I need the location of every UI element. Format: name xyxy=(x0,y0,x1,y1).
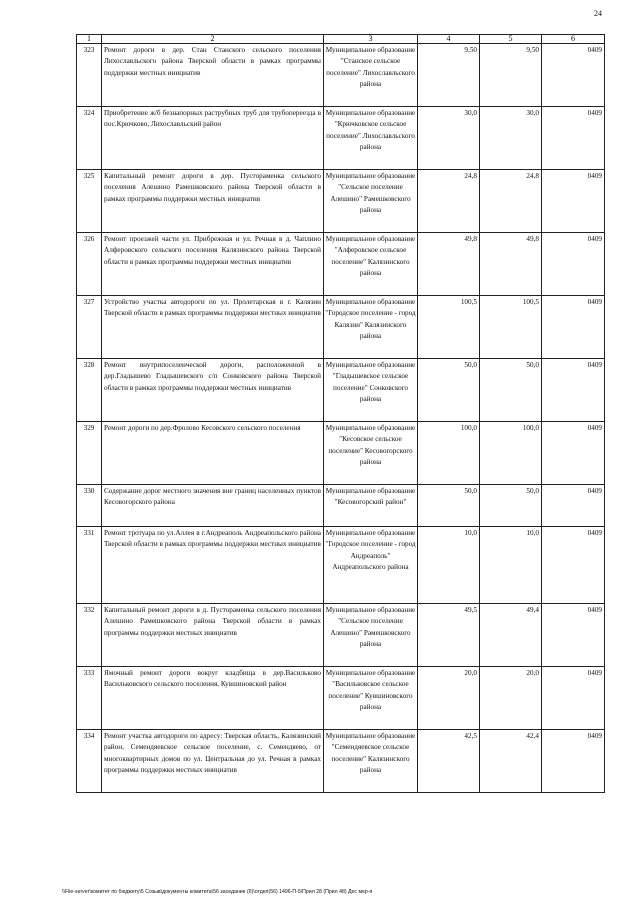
row-amount-1: 24,8 xyxy=(418,170,480,233)
row-number: 330 xyxy=(77,485,102,527)
row-recipient: Муниципальное образование "Алферовское сельское поселение" Калязинского района xyxy=(324,233,418,296)
row-number: 334 xyxy=(77,730,102,793)
row-name: Капитальный ремонт дороги в д. Пустораменка сельского поселения Алешино Рамешковского района Тверской области в рамках программы поддержки местных инициатив xyxy=(102,604,324,667)
allocation-table xyxy=(76,34,605,793)
row-amount-2: 20,0 xyxy=(480,667,542,730)
row-amount-2: 10,0 xyxy=(480,527,542,604)
row-number: 329 xyxy=(77,422,102,485)
row-budget-code: 0409 xyxy=(542,107,605,170)
col-header-3: 3 xyxy=(324,35,418,44)
table-row xyxy=(77,422,605,485)
col-header-4: 4 xyxy=(418,35,480,44)
row-recipient: Муниципальное образование "Васильковское сельское поселение" Кувшиновского района xyxy=(324,667,418,730)
row-name: Ремонт проезжей части ул. Прибрежная и ул. Речная в д. Чаплино Алферовского сельского поселения Калязинского района Тверской области в рамках программы поддержки местных инициатив xyxy=(102,233,324,296)
row-amount-1: 10,0 xyxy=(418,527,480,604)
row-budget-code: 0409 xyxy=(542,485,605,527)
row-number: 333 xyxy=(77,667,102,730)
row-recipient: Муниципальное образование "Гладышевское сельское поселение" Сонковского района xyxy=(324,359,418,422)
row-name: Ремонт внутрипоселенческой дороги, расположенной в дер.Гладышево Гладышевского с/п Сонковского района Тверской области в рамках программы поддержки местных инициатив xyxy=(102,359,324,422)
row-amount-1: 9,50 xyxy=(418,44,480,107)
row-name: Ремонт дороги в дер. Стан Станского сельского поселения Лихославльского района Тверской области в рамках программы поддержки местных инициатив xyxy=(102,44,324,107)
table-row xyxy=(77,359,605,422)
row-budget-code: 0409 xyxy=(542,233,605,296)
row-number: 332 xyxy=(77,604,102,667)
row-recipient: Муниципальное образование "Сельское поселение Алешино" Рамешковского района xyxy=(324,170,418,233)
table-row xyxy=(77,44,605,107)
row-number: 327 xyxy=(77,296,102,359)
row-amount-2: 100,0 xyxy=(480,422,542,485)
row-amount-1: 42,5 xyxy=(418,730,480,793)
page-number: 24 xyxy=(594,9,602,18)
col-header-1: 1 xyxy=(77,35,102,44)
row-recipient: Муниципальное образование "Крючковское сельское поселение" Лихославльского района xyxy=(324,107,418,170)
row-budget-code: 0409 xyxy=(542,44,605,107)
row-amount-1: 30,0 xyxy=(418,107,480,170)
row-recipient: Муниципальное образование "Кесовогорский район" xyxy=(324,485,418,527)
row-amount-1: 49,8 xyxy=(418,233,480,296)
row-budget-code: 0409 xyxy=(542,296,605,359)
row-amount-2: 9,50 xyxy=(480,44,542,107)
row-amount-1: 100,0 xyxy=(418,422,480,485)
row-budget-code: 0409 xyxy=(542,667,605,730)
row-recipient: Муниципальное образование "Сельское поселение Алешино" Рамешковского района xyxy=(324,604,418,667)
row-recipient: Муниципальное образование "Семендяевское сельское поселение" Калязинского района xyxy=(324,730,418,793)
row-budget-code: 0409 xyxy=(542,527,605,604)
row-recipient: Муниципальное образование "Городское поселение - город Андреаполь" Андреапольского района xyxy=(324,527,418,604)
row-name: Устройство участка автодороги по ул. Пролетарская в г. Калязин Тверской области в рамках программы поддержки местных инициатив xyxy=(102,296,324,359)
row-name: Капитальный ремонт дороги в дер. Пустораменка сельского поселения Алешино Рамешковского района Тверской области в рамках программы поддержки местных инициатив xyxy=(102,170,324,233)
row-budget-code: 0409 xyxy=(542,422,605,485)
file-path-footer: \\File-server\комитет по бюджету\5 Созыв\документы комитета\56 заседание (6)\отдел(56) 1496-П-5\Прил 28 (Прил 48) Дес мер-я xyxy=(62,889,373,895)
row-amount-1: 50,0 xyxy=(418,485,480,527)
row-amount-2: 24,8 xyxy=(480,170,542,233)
table-row xyxy=(77,527,605,604)
table-row xyxy=(77,604,605,667)
row-amount-2: 49,8 xyxy=(480,233,542,296)
row-budget-code: 0409 xyxy=(542,359,605,422)
row-amount-2: 42,4 xyxy=(480,730,542,793)
table-body xyxy=(77,44,605,793)
col-header-6: 6 xyxy=(542,35,605,44)
table-row xyxy=(77,170,605,233)
col-header-5: 5 xyxy=(480,35,542,44)
row-number: 328 xyxy=(77,359,102,422)
row-recipient: Муниципальное образование "Станское сельское поселение" Лихославльского района xyxy=(324,44,418,107)
col-header-2: 2 xyxy=(102,35,324,44)
row-amount-1: 50,0 xyxy=(418,359,480,422)
row-amount-2: 49,4 xyxy=(480,604,542,667)
table-header-row xyxy=(77,35,605,44)
row-number: 324 xyxy=(77,107,102,170)
table-row xyxy=(77,233,605,296)
table-row xyxy=(77,485,605,527)
row-number: 323 xyxy=(77,44,102,107)
row-name: Приобретение ж/б безнапорных раструбных труб для трубопереезда в пос.Крючково, Лихославльский район xyxy=(102,107,324,170)
row-amount-1: 100,5 xyxy=(418,296,480,359)
row-amount-2: 50,0 xyxy=(480,485,542,527)
row-name: Ремонт дороги по дер.Фролово Кесовского сельского поселения xyxy=(102,422,324,485)
row-number: 325 xyxy=(77,170,102,233)
row-name: Ремонт участка автодороги по адресу: Тверская область, Калязинский район, Семендяевское сельское поселение, с. Семендяево, от многоквартирных домов по ул. Центральная до ул. Речная в рамках программы поддержки местных инициатив xyxy=(102,730,324,793)
row-budget-code: 0409 xyxy=(542,170,605,233)
row-recipient: Муниципальное образование "Кесовское сельское поселение" Кесовогорского района xyxy=(324,422,418,485)
row-recipient: Муниципальное образование "Городское поселение - город Калязин" Калязинского района xyxy=(324,296,418,359)
row-number: 326 xyxy=(77,233,102,296)
row-name: Содержание дорог местного значения вне границ населенных пунктов Кесовогорского района xyxy=(102,485,324,527)
row-amount-1: 49,5 xyxy=(418,604,480,667)
row-number: 331 xyxy=(77,527,102,604)
row-amount-1: 20,0 xyxy=(418,667,480,730)
row-name: Ремонт тротуара по ул.Аллея в г.Андреаполь Андреапольского района Тверской области в рамках программы поддержки местных инициатив xyxy=(102,527,324,604)
row-budget-code: 0409 xyxy=(542,604,605,667)
row-amount-2: 50,0 xyxy=(480,359,542,422)
table-row xyxy=(77,667,605,730)
row-amount-2: 30,0 xyxy=(480,107,542,170)
row-name: Ямочный ремонт дороги вокруг кладбища в дер.Васильково Васильковского сельского поселения, Кувшиновский район xyxy=(102,667,324,730)
table-row xyxy=(77,730,605,793)
row-amount-2: 100,5 xyxy=(480,296,542,359)
table-row xyxy=(77,296,605,359)
table-row xyxy=(77,107,605,170)
row-budget-code: 0409 xyxy=(542,730,605,793)
